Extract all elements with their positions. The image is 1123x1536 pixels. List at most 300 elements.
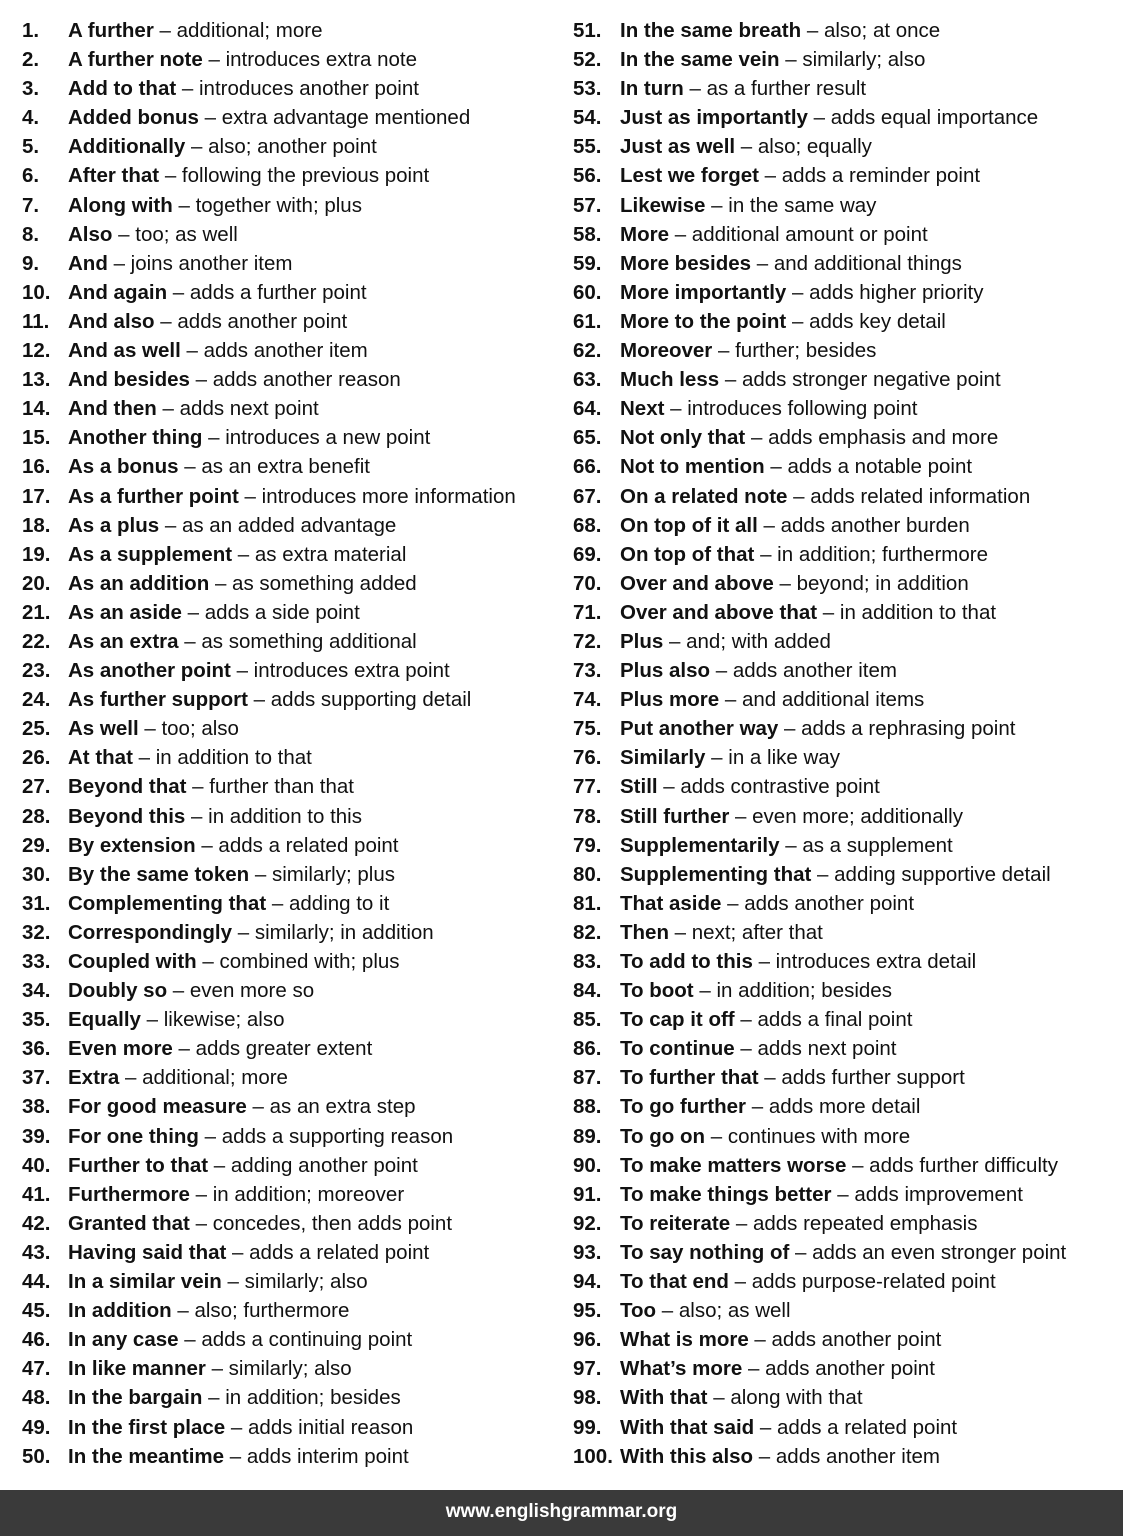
item-term: As a further point [68,484,239,508]
item-number: 91. [573,1182,602,1206]
list-item [22,802,562,831]
item-term: On top of that [620,542,755,566]
item-number: 16. [22,455,51,479]
item-number: 87. [573,1066,602,1090]
item-term: In the same breath [620,19,802,42]
item-separator: – [661,1299,674,1323]
item-term: As a plus [68,513,160,537]
item-term: Also [68,222,113,246]
list-item [573,976,1118,1005]
list-item [22,1034,562,1063]
item-definition: as a further result [706,77,867,101]
list-item [573,802,1118,831]
item-definition: adds greater extent [195,1037,373,1061]
item-number: 45. [22,1299,51,1323]
item-separator: – [195,1182,207,1206]
item-separator: – [795,1240,807,1264]
item-number: 84. [573,979,602,1003]
item-definition: adds an even stronger point [812,1240,1067,1264]
item-definition: as an extra benefit [201,455,370,479]
list-item [22,714,562,743]
item-number: 74. [573,688,602,712]
list-item [573,161,1118,190]
item-term: By extension [68,833,196,857]
item-number: 66. [573,455,602,479]
item-definition: along with that [730,1386,863,1410]
item-term: Moreover [620,339,713,363]
item-definition: too; as well [135,222,238,246]
item-number: 2. [22,48,40,72]
list-item [573,452,1118,481]
item-number: 52. [573,48,602,72]
item-definition: as something additional [201,629,417,653]
item-term: In any case [68,1328,179,1352]
item-term: Even more [68,1037,173,1061]
item-number: 20. [22,571,51,595]
item-number: 67. [573,484,602,508]
item-definition: adds key detail [809,309,946,333]
item-term: Over and above that [620,600,818,624]
item-number: 79. [573,833,602,857]
list-item [573,103,1118,132]
list-item [573,249,1118,278]
item-separator: – [213,1153,226,1177]
item-separator: – [784,717,796,741]
item-definition: adds further support [781,1066,965,1090]
item-separator: – [214,571,227,595]
item-definition: too; also [161,717,239,741]
item-number: 6. [22,164,40,188]
item-term: With that [620,1386,708,1410]
item-number: 41. [22,1182,51,1206]
item-separator: – [191,804,203,828]
item-separator: – [211,1357,223,1381]
item-term: As another point [68,659,231,683]
list-item [22,656,562,685]
item-number: 12. [22,339,51,363]
list-item [573,45,1118,74]
item-definition: similarly; in addition [254,920,434,944]
item-term: More besides [620,251,752,275]
item-separator: – [734,1270,747,1294]
item-definition: as something added [232,571,417,595]
list-item [22,132,562,161]
item-definition: adds repeated emphasis [752,1211,978,1235]
item-term: Much less [620,368,720,392]
item-term: And also [68,309,155,333]
item-definition: in a like way [728,746,840,770]
list-item [22,249,562,278]
item-definition: adds improvement [854,1182,1023,1206]
item-number: 36. [22,1037,51,1061]
item-number: 40. [22,1153,51,1177]
item-separator: – [750,426,763,450]
item-definition: adds a related point [777,1415,958,1439]
phrase-list-left-column [22,16,562,1471]
item-separator: – [236,659,248,683]
item-separator: – [717,339,730,363]
list-item [22,307,562,336]
item-separator: – [852,1153,864,1177]
item-number: 82. [573,920,602,944]
item-number: 90. [573,1153,602,1177]
list-item [22,394,562,423]
list-item [573,1005,1118,1034]
item-separator: – [674,920,687,944]
item-separator: – [252,1095,264,1119]
item-term: To go on [620,1124,706,1148]
item-definition: further; besides [735,339,877,363]
item-number: 15. [22,426,51,450]
item-term: By the same token [68,862,250,886]
item-separator: – [118,222,130,246]
list-item [573,394,1118,423]
list-item [573,540,1118,569]
item-number: 13. [22,368,51,392]
item-separator: – [760,542,772,566]
item-number: 24. [22,688,51,712]
item-definition: in addition; moreover [212,1182,405,1206]
item-term: As an aside [68,600,182,624]
item-term: Plus also [620,659,711,683]
item-number: 54. [573,106,602,130]
item-separator: – [792,280,804,304]
list-item [573,685,1118,714]
list-item [573,860,1118,889]
item-separator: – [164,164,177,188]
item-number: 42. [22,1211,51,1235]
list-item [22,103,562,132]
list-item [573,743,1118,772]
item-definition: adds a supporting reason [221,1124,454,1148]
item-number: 83. [573,950,602,973]
item-separator: – [192,775,204,799]
item-definition: continues with more [727,1124,911,1148]
item-number: 51. [573,19,602,42]
item-number: 8. [22,222,40,246]
list-item [22,1238,562,1267]
item-number: 38. [22,1095,51,1119]
list-item [22,831,562,860]
item-definition: adds initial reason [248,1415,414,1439]
item-separator: – [740,135,753,159]
phrase-list-right-column [573,16,1118,1471]
item-definition: introduces extra point [253,659,450,683]
item-separator: – [793,484,805,508]
item-number: 37. [22,1066,51,1090]
item-term: Supplementarily [620,833,780,857]
item-separator: – [785,833,797,857]
item-term: Another thing [68,426,203,450]
item-definition: in the same way [728,193,877,217]
item-definition: together with; plus [195,193,362,217]
list-item [573,889,1118,918]
item-definition: concedes, then adds point [212,1211,453,1235]
item-definition: combined with; plus [219,950,400,973]
item-definition: as extra material [254,542,407,566]
list-item [573,307,1118,336]
item-definition: similarly; also [802,48,926,72]
item-term: As a supplement [68,542,233,566]
item-number: 77. [573,775,602,799]
item-separator: – [244,484,256,508]
list-item [573,918,1118,947]
item-number: 30. [22,862,51,886]
list-item [573,772,1118,801]
list-item [22,540,562,569]
item-separator: – [162,397,174,421]
list-item [22,1151,562,1180]
item-term: To add to this [620,950,753,973]
item-separator: – [763,513,775,537]
list-item [573,365,1118,394]
item-term: Add to that [68,77,177,101]
item-separator: – [204,106,217,130]
item-number: 31. [22,891,51,915]
item-number: 76. [573,746,602,770]
item-definition: adds another item [775,1444,940,1468]
item-term: More importantly [620,280,787,304]
item-separator: – [674,222,687,246]
list-item [22,1267,562,1296]
item-number: 95. [573,1299,602,1323]
item-term: Similarly [620,746,706,770]
item-definition: adds a related point [249,1240,430,1264]
item-term: On a related note [620,484,788,508]
item-term: Likewise [620,193,706,217]
item-term: And again [68,280,168,304]
item-definition: similarly; also [244,1270,368,1294]
item-term: For good measure [68,1095,247,1119]
list-item [22,1005,562,1034]
item-definition: introduces another point [198,77,419,101]
item-definition: adds a notable point [787,455,973,479]
item-term: As further support [68,688,248,712]
item-number: 9. [22,251,40,275]
item-number: 14. [22,397,51,421]
item-term: Lest we forget [620,164,759,188]
list-item [22,191,562,220]
item-term: To boot [620,979,694,1003]
list-item [573,278,1118,307]
item-term: Just as importantly [620,106,808,130]
item-definition: as a supplement [802,833,953,857]
item-separator: – [817,862,829,886]
item-separator: – [230,1415,243,1439]
item-definition: introduces extra note [225,48,418,72]
list-item [573,1296,1118,1325]
item-separator: – [764,164,777,188]
item-separator: – [204,1124,217,1148]
item-definition: introduces extra detail [775,950,977,973]
list-item [22,947,562,976]
item-number: 86. [573,1037,602,1061]
item-term: Just as well [620,135,736,159]
item-term: Coupled with [68,950,197,973]
item-number: 19. [22,542,51,566]
item-definition: adds next point [757,1037,897,1061]
item-definition: additional; more [176,19,323,42]
list-item [22,860,562,889]
list-item [22,627,562,656]
item-number: 57. [573,193,602,217]
item-definition: following the previous point [181,164,430,188]
item-number: 46. [22,1328,51,1352]
item-separator: – [711,746,723,770]
item-separator: – [177,1299,189,1323]
item-term: In the first place [68,1415,226,1439]
item-separator: – [758,950,770,973]
item-separator: – [184,455,196,479]
list-item [22,685,562,714]
item-term: To make things better [620,1182,832,1206]
list-item [22,1413,562,1442]
item-definition: extra advantage mentioned [221,106,471,130]
item-number: 92. [573,1211,602,1235]
list-item [22,1092,562,1121]
item-separator: – [670,397,682,421]
item-definition: in addition to that [155,746,312,770]
footer-website-link[interactable]: www.englishgrammar.org [445,1501,678,1522]
item-separator: – [229,1444,242,1468]
list-item [22,889,562,918]
list-item [573,1238,1118,1267]
item-definition: adds stronger negative point [741,368,1001,392]
item-separator: – [740,1008,752,1032]
item-separator: – [740,1037,752,1061]
item-separator: – [724,368,737,392]
list-item [573,16,1118,45]
item-number: 62. [573,339,602,363]
item-definition: adds purpose-related point [751,1270,996,1294]
item-separator: – [178,193,190,217]
item-number: 55. [573,135,602,159]
item-separator: – [138,746,151,770]
list-item [22,772,562,801]
list-item [573,1063,1118,1092]
item-number: 28. [22,804,51,828]
item-separator: – [806,19,819,42]
item-term: Plus more [620,688,720,712]
list-item [22,1325,562,1354]
list-item [573,74,1118,103]
item-term: With this also [620,1444,754,1468]
footer-bar [0,1490,1123,1536]
item-definition: introduces a new point [225,426,431,450]
item-term: To that end [620,1270,729,1294]
item-separator: – [813,106,826,130]
list-item [22,1354,562,1383]
item-number: 58. [573,222,602,246]
item-term: Too [620,1299,657,1323]
list-item [22,1442,562,1471]
item-number: 63. [573,368,602,392]
item-separator: – [751,1095,764,1119]
item-separator: – [727,891,739,915]
item-separator: – [191,135,203,159]
item-term: At that [68,746,133,770]
item-number: 81. [573,891,602,915]
item-separator: – [735,1211,748,1235]
item-number: 5. [22,135,40,159]
item-term: Not only that [620,426,746,450]
list-item [22,918,562,947]
list-item [22,1063,562,1092]
list-item [573,1034,1118,1063]
list-item [22,365,562,394]
item-term: A further note [68,48,203,72]
item-number: 61. [573,309,602,333]
item-separator: – [837,1182,849,1206]
item-definition: adds related information [810,484,1031,508]
item-separator: – [186,339,198,363]
list-item [573,1325,1118,1354]
item-number: 100. [573,1444,613,1468]
item-term: Granted that [68,1211,190,1235]
item-separator: – [724,688,737,712]
item-number: 97. [573,1357,602,1381]
item-number: 17. [22,484,51,508]
list-item [573,482,1118,511]
item-separator: – [184,629,196,653]
item-separator: – [160,309,172,333]
item-separator: – [181,77,194,101]
item-definition: adds more detail [768,1095,921,1119]
item-separator: – [187,600,200,624]
item-separator: – [113,251,125,275]
item-term: To cap it off [620,1008,735,1032]
item-term: Over and above [620,571,774,595]
item-term: Still further [620,804,730,828]
item-definition: adds supporting detail [270,688,472,712]
list-item [573,947,1118,976]
item-definition: even more; additionally [752,804,963,828]
item-separator: – [754,1328,766,1352]
item-term: And besides [68,368,190,392]
list-item [22,1209,562,1238]
list-item [22,482,562,511]
item-number: 65. [573,426,602,450]
item-term: What is more [620,1328,749,1352]
item-definition: adds contrastive point [680,775,880,799]
item-definition: adds next point [179,397,319,421]
item-definition: adds a reminder point [781,164,981,188]
item-number: 60. [573,280,602,304]
item-definition: even more so [189,979,315,1003]
item-term: Having said that [68,1240,227,1264]
item-term: In the meantime [68,1444,225,1468]
item-separator: – [232,1240,244,1264]
item-number: 3. [22,77,40,101]
item-number: 99. [573,1415,602,1439]
item-separator: – [785,48,797,72]
list-item [22,423,562,452]
item-number: 71. [573,600,602,624]
list-item [573,132,1118,161]
list-item [22,598,562,627]
item-definition: adding supportive detail [834,862,1051,886]
item-number: 29. [22,833,51,857]
item-number: 98. [573,1386,602,1410]
item-term: On top of it all [620,513,758,537]
item-number: 80. [573,862,602,886]
item-separator: – [253,688,266,712]
list-item [22,336,562,365]
item-definition: adds further difficulty [869,1153,1058,1177]
item-number: 22. [22,629,51,653]
list-item [22,1180,562,1209]
item-number: 73. [573,659,602,683]
